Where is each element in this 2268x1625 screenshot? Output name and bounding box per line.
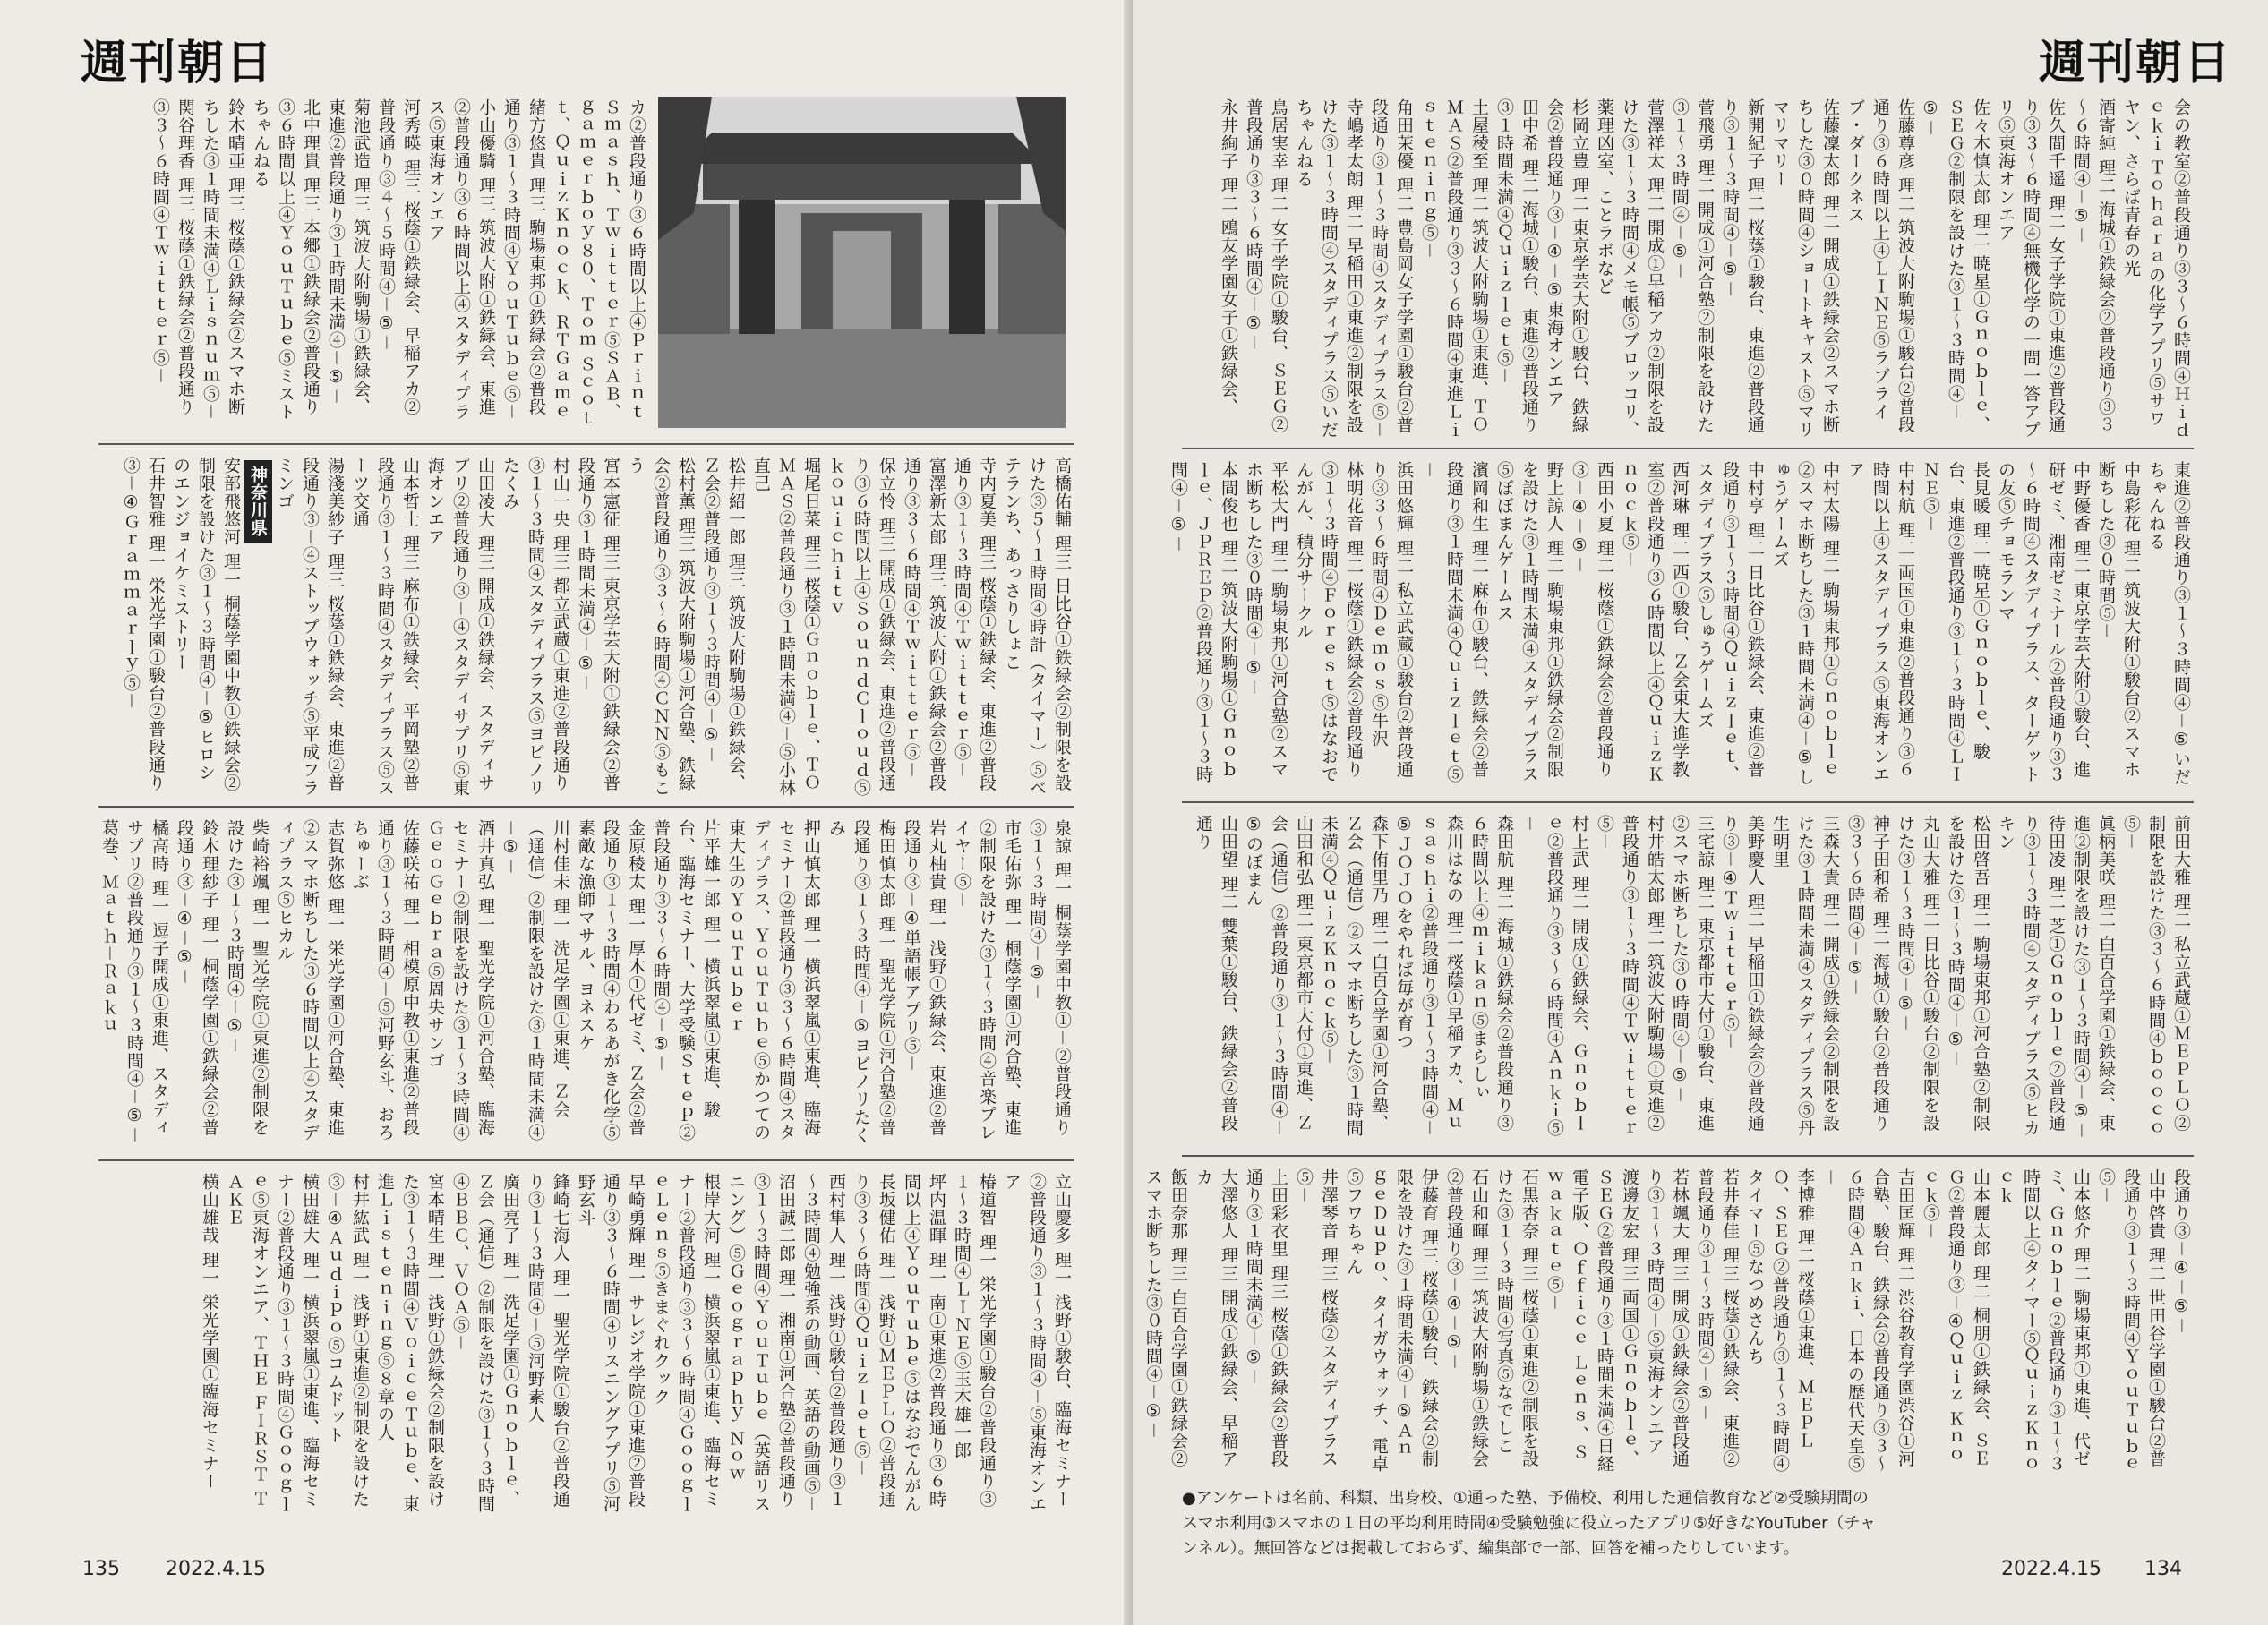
entry: 山本悠介 理二 駒場東邦①東進、代ゼミ、Ｇｎｏｂｌｅ②普段通り③１～３時間以上④タイマー⑤ＱｕｉｚＫｎｏｃｋ [1996, 1168, 2091, 1473]
issue-date-left: 2022.4.15 [166, 1558, 266, 1580]
entry: 廣田亮了 理一 洗足学園①Ｇｎｏｂｌｅ、Ｚ会（通信）②制限を設けた③１～３時間④ＢＢＣ、ＶＯＡ⑤－ [450, 1173, 520, 1513]
entry: 早崎勇輝 理一 サレジオ学院①東進②普段通り③３～６時間④リスニングアプリ⑤河野玄斗 [576, 1173, 646, 1513]
entry: 泉諒 理一 桐蔭学園中教①－②普段通り③１～３時間④－⑤－ [1027, 819, 1072, 1137]
divider [1182, 1155, 2194, 1157]
entry: 美野慶人 理二 早稲田①鉄緑会②普段通り③－④Ｔｗｉｔｔｅｒ⑤－ [1720, 815, 1765, 1133]
entry: 梅田慎太郎 理一 聖光学院①河合塾②普段通り③１～３時間④－⑤ヨビノリたくみ [826, 819, 896, 1145]
entry: 若林颯大 理三 開成①鉄緑会②普段通り③１～３時間④－⑤東海オンエア [1645, 1168, 1690, 1468]
entry: 宮本晴生 理一 浅野①鉄緑会②制限を設けた③１～３時間④ＶｏｉｃｅＴｕｂｅ、東進Ｌｉｓｔｅｎｉｎｇ⑤８章の人 [375, 1173, 445, 1513]
entry: 平松大門 理二 駒場東邦①河合塾②スマホ断ちした③０時間④－⑤－ [1244, 461, 1288, 779]
divider [98, 806, 1074, 808]
region-heading: 神奈川県 [244, 460, 272, 543]
entry: 渡邊友宏 理三 両国①Ｇｎｏｂｌｅ、ＳＥＧ②普段通り③１時間未満④日経電子版、Ｏｆｆｉｃｅ Ｌｅｎｓ、Ｓｗａｋａｔｅ⑤－ [1545, 1168, 1639, 1473]
entry: 横山雄哉 理一 栄光学園①臨海セミナー [200, 1173, 219, 1491]
entry: 丸山大雅 理二 日比谷①駿台②制限を設けた③１～３時間④－⑤－ [1896, 815, 1940, 1133]
entry: 根岸大河 理一 横浜翠嵐①東進、臨海セミナー②普段通り③３～６時間④ＧｏｏｇｌｅＬｅｎｓ⑤きまぐれクック [651, 1173, 721, 1513]
entry: 堀尾日菜 理三 桜蔭①Ｇｎｏｂｌｅ、ＴＯＭＡＳ②普段通り③１時間未満④－⑤小林直己 [751, 457, 821, 798]
entry: 山本哲士 理三 麻布①鉄緑会、平岡塾②普段通り③１～３時間④スタディプラス⑤スーツ交通 [350, 457, 420, 797]
masthead-right: 週刊朝日 [2038, 37, 2232, 90]
entry: 押山慎太郎 理一 横浜翠嵐①東進、臨海セミナー②普段通り③３～６時間④スタディプラス、ＹｏｕＴｕｂｅ⑤かつての東大生のＹｏｕＴｕｂｅｒ [726, 819, 821, 1142]
entry: 中村亨 理二 日比谷①鉄緑会、東進②普段通り③１～３時間④Ｑｕｉｚｌｅｔ、スタディプラス⑤しゅうゲームズ [1695, 461, 1765, 783]
entry: 中野優香 理二 東京学芸大附①駿台、進研ゼミ、湘南ゼミナール②普段通り③３～６時間④スタディプラス、ターゲットの友⑤チョモランマ [1996, 461, 2091, 783]
entry: 柴崎裕颯 理一 聖光学院①東進②制限を設けた③１～３時間④－⑤－ [225, 819, 270, 1137]
entry: 西田小夏 理二 桜蔭①鉄緑会②普段通り③－④－⑤－ [1570, 461, 1614, 779]
entry: 鳥居実幸 理二 女子学院①駿台、ＳＥＧ②普段通り③３～６時間④－⑤－ [1244, 98, 1288, 434]
entry: 中島彩花 理二 筑波大附①駿台②スマホ断ちした③０時間⑤－ [2096, 461, 2141, 779]
entry: 佐藤咲祐 理一 相模原中教①東進②普段通り③１～３時間④－⑤河野玄斗、おろちゅーぶ [350, 819, 420, 1142]
entry: 森川はなの 理二 桜蔭①早稲アカ、Ｍｕｓａｓｈｉ②普段通り③１～３時間④－⑤ＪＯＪＯをやれば毎が育つ [1394, 815, 1464, 1138]
entry: 中村太陽 理二 駒場東邦①Ｇｎｏｂｌｅ②スマホ断ちした③１時間未満④－⑤しゅうゲームズ [1770, 461, 1840, 787]
entry: 森下侑里乃 理二 白百合学園①河合塾、Ｚ会（通信）②スマホ断ちした③１時間未満④ＱｕｉｚＫｎｏｃｋ⑤－ [1319, 815, 1389, 1137]
right-tier4-block [1143, 1168, 2194, 1473]
right-tier2-block [1168, 461, 2194, 792]
entry: 石山和暉 理三 筑波大附駒場①鉄緑会②普段通り③－④－⑤－ [1444, 1168, 1489, 1468]
entry: 杉岡立豊 理二 東京学芸大附①駿台、鉄緑会②普段通り③－④－⑤東海オンエア [1545, 98, 1589, 434]
entry: 立山慶多 理一 浅野①駿台、臨海セミナー②普段通り③１～３時間④－⑤東海オンエア [1002, 1173, 1072, 1514]
entry: 待田凌 理二 芝①Ｇｎｏｂｌｅ②普段通り③１～３時間④スタディプラス⑤ヒカキン [1996, 815, 2066, 1137]
entry: 菅澤祥太 理二 開成①早稲アカ②制限を設けた③１～３時間④メモ帳⑤ブロッコリ、薬理凶室、ことラボなど [1595, 98, 1665, 439]
entry: 市毛佑弥 理一 桐蔭学園①河合塾、東進②制限を設けた③１～３時間④音楽プレイヤー⑤－ [952, 819, 1022, 1142]
entry: 片平雄一郎 理一 横浜翠嵐①東進、駿台、臨海セミナー、大学受験Ｓｔｅｐ②普段通り③３～６時間④－⑤－ [651, 819, 721, 1142]
right-page [1133, 0, 2268, 1625]
entry: 飯田奈那 理三 白百合学園①鉄緑会②スマホ断ちした③０時間④－⑤－ [1143, 1168, 1188, 1468]
entry: 酒井真弘 理一 聖光学院①河合塾、臨海セミナー②制限を設けた③１～３時間④ＧｅｏＧｅｂｒａ⑤周央サンゴ [425, 819, 495, 1142]
entry: 井澤琴音 理三 桜蔭②スタディプラス⑤－ [1294, 1168, 1339, 1468]
entry: 高橋佑輔 理三 日比谷①鉄緑会②制限を設けた③５～１時間④時計（タイマー）⑤ベテランち、あっさりしょこ [1002, 457, 1072, 797]
entry: 保立怜 理三 開成①鉄緑会、東進②普段通り③６時間以上④ＳｏｕｎｄＣｌｏｕｄ⑤ｋｏｕｉｃｈｉｔｖ [826, 457, 896, 797]
entry: 小山優騎 理三 筑波大附①鉄緑会、東進②普段通り③６時間以上④スタディプラス⑤東海オンエア [426, 98, 496, 421]
entry: 山中啓貴 理二 世田谷学園①駿台②普段通り③１～３時間④ＹｏｕＴｕｂｅ⑤－ [2096, 1168, 2166, 1473]
entry: 野上諒人 理二 駒場東邦①鉄緑会②制限を設けた③１時間未満④スタディプラス⑤ぼぼまんゲームス [1494, 461, 1564, 783]
entry: 会の教室②普段通り③３～６時間④Ｈｉｄｅｋｉ Ｔｏｈａｒａの化学アプリ⑤サワヤン、さらば青春の光 [2121, 98, 2191, 439]
entry: 上田彩衣里 理三 桜蔭①鉄緑会②普段通り③１時間未満④－⑤－ [1244, 1168, 1288, 1468]
entry: 東進②普段通り③１～３時間④－⑤いだちゃんねる [2146, 461, 2191, 787]
entry: 鋒崎七海人 理一 聖光学院①駿台②普段通り③１～３時間④－⑤河野素人 [526, 1173, 570, 1509]
entry: 村井紘武 理一 浅野①東進②制限を設けた③－④Ａｕｄｉｐｏ⑤コムドット [325, 1173, 370, 1509]
entry: 鈴木理紗子 理一 桐蔭学園①鉄緑会②普段通り③－④－⑤－ [175, 819, 219, 1137]
entry: 村井皓太郎 理二 筑波大附駒場①東進②普段通り③１～３時間④Ｔｗｉｔｔｅｒ⑤－ [1595, 815, 1665, 1137]
entry: 葛巻、Ｍａｔｈ－Ｒａｋｕ [99, 819, 119, 1035]
entry: 浜田悠輝 理二 私立武蔵①駿台②普段通り③３～６時間④Ｄｅｍｏｓ⑤牛沢 [1369, 461, 1414, 779]
entry: 富澤新太郎 理三 筑波大附①鉄緑会②普段通り③３～６時間④Ｔｗｉｔｔｅｒ⑤－ [902, 457, 946, 792]
entry: 岩丸柚貴 理一 浅野①鉄緑会、東進②普段通り③－④単語帳アプリ⑤－ [902, 819, 946, 1137]
entry: 寺嶋孝太朗 理二 早稲田①東進②制限を設けた③１～３時間④スタディプラス⑤いだちゃんねる [1294, 98, 1364, 439]
entry: 大澤悠人 理三 開成①鉄緑会、早稲アカ [1194, 1168, 1238, 1468]
entry: 佐藤凜太郎 理二 開成①鉄緑会②スマホ断ちした③０時間④ショートキャスト⑤マリマリマリー [1770, 98, 1840, 439]
divider [98, 1159, 1074, 1161]
entry: 山田和弘 理二 東京都市大付①東進、Ｚ会（通信）②普段通り③１～３時間④－⑤のぼまん [1244, 815, 1314, 1138]
masthead-left: 週刊朝日 [81, 37, 275, 90]
entry: 宮本憲征 理三 東京学芸大附①鉄緑会②普段通り③１時間未満④－⑤－ [576, 457, 620, 792]
entry: 石井智雅 理一 栄光学園①駿台②普段通り③－④Ｇｒａｍｍａｒｌｙ⑤－ [121, 457, 166, 792]
entry: 吉田匡輝 理二 渋谷教育学園渋谷①河合塾、駿台、鉄緑会②普段通り③３～６時間④Ａｎｋｉ、日本の歴代天皇⑤－ [1820, 1168, 1915, 1473]
entry: 横田雄大 理一 横浜翠嵐①東進、臨海セミナー②普段通り③１～３時間④Ｇｏｏｇｌｅ⑤東海オンエア、ＴＨＥ ＦＩＲＳＴ ＴＡＫＥ [225, 1173, 320, 1513]
entry: 前田大雅 理二 私立武蔵①ＭＥＰＬＯ②制限を設けた③３～６時間④ｂｏｏｃｏ⑤－ [2121, 815, 2191, 1137]
entry: 関谷理香 理三 桜蔭①鉄緑会②普段通り③３～６時間④Ｔｗｉｔｔｅｒ⑤－ [150, 98, 195, 416]
entry: 段通り③－④－⑤－ [2171, 1168, 2191, 1336]
divider [1182, 448, 2194, 449]
right-tier3-block [1182, 815, 2194, 1146]
entry: 濱岡和生 理二 麻布①駿台、鉄緑会②普段通り③１時間未満④Ｑｕｉｚｌｅｔ⑤－ [1419, 461, 1489, 783]
entry: 菅飛勇 理二 開成①河合塾②制限を設けた③１～３時間④－⑤－ [1670, 98, 1715, 434]
entry: 佐藤尊彦 理二 筑波大附駒場①駿台②普段通り③６時間以上④ＬＩＮＥ⑤ラブライブ・ダークネス [1845, 98, 1915, 434]
entry: 川村佳未 理一 洗足学園①東進、Ｚ会（通信）②制限を設けた③１時間未満④－⑤－ [501, 819, 570, 1142]
page-number-left: 135 [82, 1558, 120, 1580]
entry: 安部飛悠河 理一 桐蔭学園中教①鉄緑会②制限を設けた③１～３時間④－⑤ヒロシのエンジョイケミストリー [171, 457, 241, 792]
entry: 北中理貴 理三 本郷①鉄緑会②普段通り③６時間以上④ＹｏｕＴｕｂｅ⑤ミストちゃんねる [251, 98, 321, 421]
entry: 志賀弥悠 理一 栄光学園①河合塾、東進②スマホ断ちした③６時間以上④スタディプラス⑤ヒカル [275, 819, 345, 1142]
entry: 眞柄美咲 理二 白百合学園①鉄緑会、東進②制限を設けた③１～３時間④－⑤－ [2071, 815, 2116, 1141]
entry: 長坂健佑 理一 浅野①ＭＥＰＬＯ②普段通り③３～６時間④Ｑｕｉｚｌｅｔ⑤－ [852, 1173, 896, 1509]
entry: 土屋稜至 理二 筑波大附駒場①東進、ＴＯＭＡＳ②普段通り③３～６時間④東進Ｌｉｓｔｅｎｉｎｇ⑤－ [1419, 98, 1489, 439]
entry: 新開紀子 理二 桜蔭①駿台、東進②普段通り③１～３時間④－⑤－ [1720, 98, 1765, 434]
entry: 湯淺美紗子 理三 桜蔭①鉄緑会、東進②普段通り③－④ストップウォッチ⑤平成フラミンゴ [275, 457, 345, 798]
entry: 中村航 理二 両国①東進②普段通り③６時間以上④スタディプラス⑤東海オンエア [1845, 461, 1915, 783]
entry: 橘高時 理一 逗子開成①東進、スタディサプリ②普段通り③１～３時間④－⑤－ [124, 819, 169, 1145]
entry: 菊池武造 理三 筑波大附駒場①鉄緑会、東進②普段通り③１時間未満④－⑤－ [326, 98, 371, 416]
entry: 緒方悠貴 理三 駒場東邦①鉄緑会②普段通り③１～３時間④ＹｏｕＴｕｂｅ⑤－ [501, 98, 546, 422]
entry: 三宅諒 理二 東京都市大付①駿台、東進②スマホ断ちした③０時間④－⑤－ [1670, 815, 1715, 1133]
divider [98, 443, 1074, 445]
entry: 田中希 理二 海城①駿台、東進②普段通り③１時間未満④Ｑｕｉｚｌｅｔ⑤－ [1494, 98, 1539, 434]
left-tier3-block [98, 819, 1074, 1150]
entry: 松田啓吾 理二 駒場東邦①河合塾②制限を設けた③１～３時間④－⑤－ [1946, 815, 1990, 1133]
entry: 松村薫 理三 筑波大附駒場①河合塾、鉄緑会②普段通り③３～６時間④ＣＮＮ⑤もこう [626, 457, 696, 797]
entry: 角田茉優 理二 豊島岡女子学園①駿台②普段通り③１～３時間④スタディプラス⑤－ [1369, 98, 1414, 440]
left-page [0, 0, 1133, 1625]
entry: 佐々木慎太郎 理二 暁星①Ｇｎｏｂｌｅ、ＳＥＧ②制限を設けた③１～３時間④－⑤－ [1921, 98, 1990, 434]
page-number-right: 134 [2144, 1558, 2182, 1580]
entry: 長見暖 理二 暁星①Ｇｎｏｂｌｅ、駿台、東進②普段通り③１～３時間④ＬＩＮＥ⑤－ [1921, 461, 1990, 783]
entry: 西河琳 理二 西①駿台、Ｚ会東大進学教室②普段通り③６時間以上④ＱｕｉｚＫｎｏｃｋ⑤－ [1620, 461, 1690, 783]
entry: 神子田和希 理二 海城①駿台②普段通り③３～６時間④－⑤－ [1845, 815, 1890, 1133]
entry: 村山一央 理三 都立武蔵①東進②普段通り③１～３時間④スタディプラス⑤ヨビノリたくみ [501, 457, 570, 797]
entry: 河秀暎 理三 桜蔭①鉄緑会、早稲アカ②普段通り③４～５時間④－⑤－ [376, 98, 421, 416]
entry: 若井春佳 理三 桜蔭①鉄緑会、東進②普段通り③１～３時間④－⑤－ [1695, 1168, 1740, 1468]
left-tier4-block [98, 1173, 1074, 1513]
entry: 石黒杏奈 理三 桜蔭①東進②制限を設けた③１～３時間④写真⑤なでしこ [1494, 1168, 1539, 1468]
entry: 沼田誠二郎 理一 湘南①河合塾②普段通り③１～３時間④ＹｏｕＴｕｂｅ（英語リスニング）⑤Ｇｅｏｇｒａｐｈｙ Ｎｏｗ [726, 1173, 796, 1513]
entry: 山田望 理二 雙葉①駿台、鉄緑会②普段通り [1194, 815, 1238, 1133]
left-tier2-block [98, 457, 1074, 797]
entry: 坪内温暉 理一 南①東進②普段通り③６時間以上④ＹｏｕＴｕｂｅ⑤はなおでんがん [902, 1173, 946, 1513]
issue-date-right: 2022.4.15 [2001, 1558, 2101, 1580]
entry: 酒寄純 理二 海城①鉄緑会②普段通り③３～６時間④－⑤－ [2071, 98, 2116, 434]
right-tier1-block [1182, 98, 2194, 439]
gate-photo [658, 97, 1066, 428]
entry: 本間俊也 理二 筑波大附駒場①Ｇｎｏｂｌｅ、ＪＰＲＥＰ②普段通り③１～３時間④－⑤－ [1168, 461, 1238, 783]
left-tier1-block [107, 98, 649, 430]
entry: 李博雅 理二 桜蔭①東進、ＭＥＰＬＯ、ＳＥＧ②普段通り③１～３時間④タイマー⑤なつめさんち [1745, 1168, 1815, 1473]
entry: 佐久間千遥 理二 女子学院①東進②普段通り③３～６時間④無機化学の一問一答アプリ⑤東海オンエア [1996, 98, 2066, 439]
entry: 椿道智 理一 栄光学園①駿台②普段通り③１～３時間④ＬＩＮＥ⑤玉木雄一郎 [952, 1173, 997, 1509]
entry: 山田凌大 理三 開成①鉄緑会、スタディサプリ②普段通り③－④スタディサプリ⑤東海オンエア [425, 457, 495, 798]
entry: 伊藤育 理三 桜蔭①駿台、鉄緑会②制限を設けた③１時間未満④－⑤ＡｎｇｅＤｕｐｏ、タイガウォッチ、電卓⑤フワちゃん [1344, 1168, 1439, 1473]
entry: 三森大貴 理二 開成①鉄緑会②制限を設けた③１時間未満④スタディプラス⑤丹生明里 [1770, 815, 1840, 1137]
entry: 村上武 理二 開成①鉄緑会、Ｇｎｏｂｌｅ②普段通り③３～６時間④Ａｎｋｉ⑤－ [1519, 815, 1589, 1137]
entry: 鈴木晴亜 理三 桜蔭①鉄緑会②スマホ断ちした③１時間未満④Ｌｉｓｎｕｍ⑤－ [201, 98, 245, 422]
entry: 林明花音 理二 桜蔭①鉄緑会②普段通り③１～３時間④Ｆｏｒｅｓｔ⑤はなおでんがん、積分サークル [1294, 461, 1364, 783]
entry: 西村隼人 理一 浅野①駿台②普段通り③１～３時間④勉強系の動画、英語の動画⑤－ [801, 1173, 846, 1514]
entry: 森田航 理二 海城①鉄緑会②普段通り③６時間以上④ｍｉｋａｎ⑤まらしぃ [1469, 815, 1514, 1133]
entry: 松井紹一郎 理三 筑波大附駒場①鉄緑会、Ｚ会②普段通り③１～３時間④－⑤－ [701, 457, 746, 792]
entry: カ②普段通り③６時間以上④Ｐｒｉｎｔ Ｓｍａｓｈ、Ｔｗｉｔｔｅｒ⑤ＳＡＢ、ｇａｍｅｒｂｏｙ８０、Ｔｏｍ Ｓｃｏｔｔ、ＱｕｉｚＫｎｏｃｋ、ＲＴＧａｍｅ [552, 98, 646, 428]
entry: 永井絢子 理二 鴎友学園女子①鉄緑会、 [1219, 98, 1238, 416]
divider [1182, 801, 2194, 803]
survey-footnote: ●アンケートは名前、科類、出身校、①通った塾、予備校、利用した通信教育など②受験期間のスマホ利用③スマホの１日の平均利用時間④受験勉強に役立ったアプリ⑤好きなYouTuber（チャンネル）。無回答などは掲載しておらず、編集部で一部、回答を補ったりしています。 [1182, 1489, 1877, 1558]
gate-photo-icon [658, 97, 1066, 428]
entry: 山本麗太郎 理二 桐朋①鉄緑会、ＳＥＧ②普段通り③－④Ｑｕｉｚ Ｋｎｏｃｋ⑤－ [1921, 1168, 1990, 1468]
entry: 金原稜太 理一 厚木①代ゼミ、Ｚ会②普段通り③１～３時間④わるあがき化学⑤素敵な漁師マサル、ヨネスケ [576, 819, 646, 1142]
entry: 寺内夏美 理三 桜蔭①鉄緑会、東進②普段通り③１～３時間④Ｔｗｉｔｔｅｒ⑤－ [952, 457, 997, 792]
